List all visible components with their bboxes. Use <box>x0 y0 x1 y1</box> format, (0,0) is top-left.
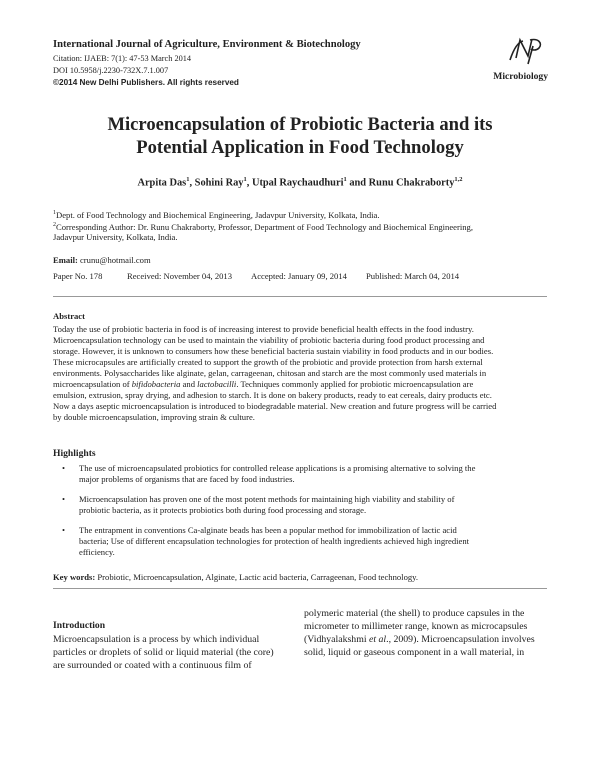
divider <box>53 296 547 297</box>
intro-left-column: Microencapsulation is a process by which individual particles or droplets of solid or liquid material (the core) are surrounded or coated with a continuous film of <box>53 634 274 671</box>
keywords-label: Key words: <box>53 572 96 582</box>
highlight-item: The use of microencapsulated probiotics for controlled release applications is a promising alternative to solving the major problems of organisms that are faced by food industries. <box>79 463 476 484</box>
journal-title: International Journal of Agriculture, Environment & Biotechnology <box>53 39 361 50</box>
keywords <box>53 572 418 582</box>
author-sup: 1,2 <box>454 176 463 183</box>
copyright: ©2014 New Delhi Publishers. All rights reserved <box>53 78 239 87</box>
affiliation-3: Jadavpur University, Kolkata, India. <box>53 232 178 242</box>
bullet-icon: • <box>62 463 66 473</box>
bullet-icon: • <box>62 494 66 504</box>
keywords-text: Probiotic, Microencapsulation, Alginate, Lactic acid bacteria, Carrageenan, Food technology. <box>97 572 419 582</box>
accepted-date: Accepted: January 09, 2014 <box>251 271 347 281</box>
divider <box>53 588 547 589</box>
citation: Citation: IJAEB: 7(1): 47-53 March 2014 <box>53 54 192 63</box>
author-name: Sohini Ray <box>194 177 244 189</box>
author-name: Runu Chakraborty <box>368 177 455 189</box>
author-sep: and <box>346 177 369 189</box>
author-sep: , <box>246 177 252 189</box>
affiliation-1: $^1$Dept. of Food Technology and Biochemical Engineering, Jadavpur University, Kolkata, India. <box>53 209 380 220</box>
highlights-heading: Highlights <box>53 448 96 459</box>
article-title-line-2: Potential Application in Food Technology <box>136 137 464 158</box>
author-sup: 1 <box>186 176 190 183</box>
highlight-item: The entrapment in conventions Ca-alginate beads has been a popular method for immobilization of lactic acid bacteria; Use of different encapsulation technologies for protection of health ingredients achieved high ingredient efficiency. <box>79 525 470 557</box>
article-title-line-1: Microencapsulation of Probiotic Bacteria and its <box>107 114 493 135</box>
doi: DOI 10.5958/j.2230-732X.7.1.007 <box>53 66 169 75</box>
author-list <box>0 176 600 188</box>
author-name: Arpita Das <box>137 177 187 189</box>
abstract-heading: Abstract <box>53 311 85 321</box>
introduction-heading: Introduction <box>53 620 106 631</box>
author-sup: 1 <box>243 176 247 183</box>
author-sep: , <box>189 177 195 189</box>
received-date: Received: November 04, 2013 <box>127 271 233 281</box>
highlight-item: Microencapsulation has proven one of the most potent methods for maintaining high viability and stability of probiotic bacteria, as it protects probiotics both during food processing and storage. <box>79 494 455 515</box>
publisher-logo <box>506 34 546 66</box>
affiliation-2: $^2$Corresponding Author: Dr. Runu Chakraborty, Professor, Department of Food Technology and Biochemical Engineering, <box>53 221 473 232</box>
email-address[interactable]: crunu@hotmail.com <box>79 255 151 265</box>
abstract-body: Today the use of probiotic bacteria in food is of increasing interest to provide beneficial health effects in the food industry. Microencapsulation technology can be used to maintain the viability of probiotic bacteria during food product processing and storage. However, it is unknown to consumers how these beneficial bacteria sustain viability in food products and in our bodies. These microcapsules are artificially created to support the growth of the probiotic and provide protection from harsh external environments. Polysaccharides like alginate, gelan, carrageenan, chitosan and starch are the most commonly used materials in microencapsulation of bifidobacteria and lactobacilli. Techniques commonly applied for probiotic microencapsulation are emulsion, extrusion, spray drying, and adhesion to starch. It is done on bakery products, ready to eat cereals, dairy products etc. Now a days aseptic microencapsulation is introduced to biodegradable material. New creation and future progress will be carried by double microencapsulation, improving strain & culture. <box>53 324 497 422</box>
email-label: Email: <box>53 255 78 265</box>
email-line <box>53 255 151 265</box>
bullet-icon: • <box>62 525 66 535</box>
paper-number: Paper No. 178 <box>53 271 103 281</box>
author-name: Utpal Raychaudhuri <box>251 177 344 189</box>
published-date: Published: March 04, 2014 <box>366 271 460 281</box>
section-tag: Microbiology <box>493 71 548 82</box>
intro-right-column: polymeric material (the shell) to produce capsules in the micrometer to millimeter range, known as microcapsules (Vidhyalakshmi et al., 2009). Microencapsulation involves solid, liquid or gaseous component in a wall material, in <box>304 608 535 658</box>
author-sup: 1 <box>343 176 347 183</box>
